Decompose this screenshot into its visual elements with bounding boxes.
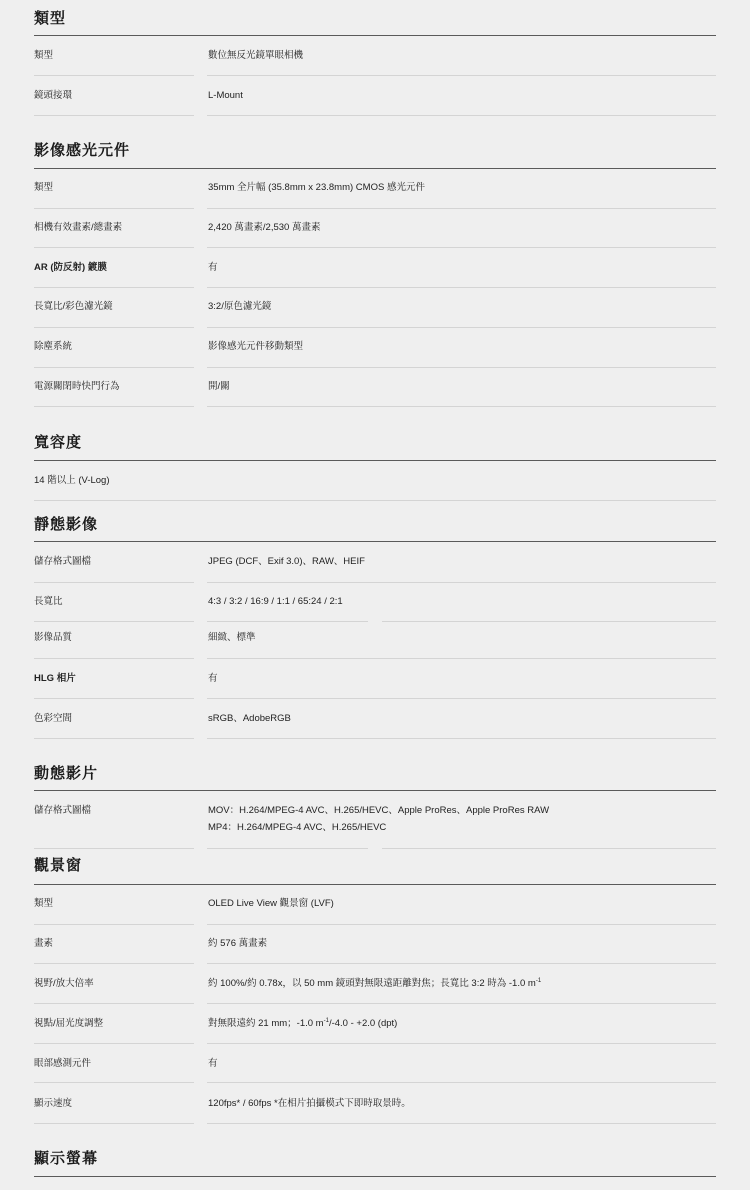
spec-label: 色彩空間 [34, 713, 73, 724]
spec-value: 開/關 [208, 381, 230, 392]
section-divider [34, 1176, 716, 1177]
spec-label: HLG 相片 [34, 673, 76, 684]
spec-value: L-Mount [208, 90, 243, 101]
row-divider [34, 1082, 194, 1083]
row-divider [34, 1043, 194, 1044]
row-divider [207, 621, 368, 622]
row-divider [207, 738, 716, 739]
spec-value: 3:2/原色濾光鏡 [208, 301, 272, 312]
row-divider [34, 1123, 194, 1124]
row-divider [207, 1003, 716, 1004]
spec-label: AR (防反射) 鍍膜 [34, 262, 107, 273]
row-divider [34, 848, 194, 849]
row-divider [382, 848, 716, 849]
spec-value: 120fps* / 60fps *在相片拍攝模式下即時取景時。 [208, 1098, 411, 1109]
section-divider [34, 541, 716, 542]
spec-label: 畫素 [34, 938, 54, 949]
spec-value-pre: 對無限遠約 21 mm；-1.0 m [208, 1018, 324, 1029]
spec-value: 細緻、標準 [208, 632, 256, 643]
row-divider [34, 658, 194, 659]
spec-value: sRGB、AdobeRGB [208, 713, 291, 724]
spec-value: 有 [208, 1058, 218, 1069]
spec-value-post: /-4.0 - +2.0 (dpt) [328, 1018, 398, 1029]
section-title-video: 動態影片 [34, 765, 99, 782]
spec-value: 影像感光元件移動類型 [208, 341, 304, 352]
spec-label: 長寬比 [34, 596, 63, 607]
row-divider [207, 848, 368, 849]
row-divider [34, 406, 194, 407]
row-divider [207, 406, 716, 407]
row-divider [207, 924, 716, 925]
superscript: -1 [535, 978, 542, 984]
spec-label: 視點/屈光度調整 [34, 1018, 104, 1029]
spec-label: 影像品質 [34, 632, 73, 643]
row-divider [34, 621, 194, 622]
spec-value-line2: MP4：H.264/MPEG-4 AVC、H.265/HEVC [208, 822, 387, 833]
row-divider [207, 115, 716, 116]
spec-value: 有 [208, 673, 218, 684]
spec-value: 35mm 全片幅 (35.8mm x 23.8mm) CMOS 感光元件 [208, 182, 425, 193]
section-divider [34, 884, 716, 885]
row-divider [34, 924, 194, 925]
spec-label: 儲存格式圖檔 [34, 805, 92, 816]
spec-label: 除塵系統 [34, 341, 73, 352]
spec-label: 長寬比/彩色濾光鏡 [34, 301, 113, 312]
row-divider [207, 963, 716, 964]
row-divider [34, 247, 194, 248]
spec-value: 約 576 萬畫素 [208, 938, 268, 949]
row-divider [207, 327, 716, 328]
section-divider [34, 168, 716, 169]
spec-value: 數位無反光鏡單眼相機 [208, 50, 304, 61]
spec-label: 相機有效畫素/總畫素 [34, 222, 123, 233]
row-divider [34, 738, 194, 739]
row-divider [207, 1123, 716, 1124]
section-title-still-image: 靜態影像 [34, 516, 99, 533]
spec-value: 2,420 萬畫素/2,530 萬畫素 [208, 222, 321, 233]
row-divider [34, 287, 194, 288]
spec-label: 視野/放大倍率 [34, 978, 94, 989]
row-divider [34, 500, 716, 501]
row-divider [34, 1003, 194, 1004]
row-divider [207, 208, 716, 209]
spec-value [208, 975, 541, 992]
spec-label: 類型 [34, 898, 54, 909]
row-divider [34, 698, 194, 699]
spec-value [208, 1015, 397, 1032]
spec-label: 類型 [34, 182, 54, 193]
row-divider [207, 658, 716, 659]
section-title-latitude: 寬容度 [34, 434, 83, 451]
row-divider [207, 1082, 716, 1083]
row-divider [34, 115, 194, 116]
section-divider [34, 790, 716, 791]
spec-value: OLED Live View 觀景窗 (LVF) [208, 898, 334, 909]
row-divider [34, 963, 194, 964]
latitude-text: 14 階以上 (V-Log) [34, 475, 110, 486]
spec-value-text: 約 100%/約 0.78x，以 50 mm 鏡頭對無限遠距離對焦；長寬比 3:2 時為 -1.0 m [208, 978, 536, 989]
row-divider [34, 327, 194, 328]
spec-label: 眼部感測元件 [34, 1058, 92, 1069]
spec-label: 儲存格式圖檔 [34, 556, 92, 567]
row-divider [207, 582, 716, 583]
section-title-viewfinder: 觀景窗 [34, 857, 83, 874]
section-title-monitor: 顯示螢幕 [34, 1150, 99, 1167]
row-divider [207, 698, 716, 699]
spec-label: 鏡頭接環 [34, 90, 73, 101]
row-divider [207, 367, 716, 368]
row-divider [34, 582, 194, 583]
row-divider [34, 367, 194, 368]
row-divider [382, 621, 716, 622]
section-title-sensor: 影像感光元件 [34, 142, 131, 159]
row-divider [34, 75, 194, 76]
row-divider [207, 1043, 716, 1044]
spec-value: 有 [208, 262, 218, 273]
row-divider [207, 75, 716, 76]
row-divider [207, 287, 716, 288]
spec-value: JPEG (DCF、Exif 3.0)、RAW、HEIF [208, 556, 365, 567]
spec-value: 4:3 / 3:2 / 16:9 / 1:1 / 65:24 / 2:1 [208, 596, 343, 607]
superscript: -1 [323, 1018, 329, 1024]
section-divider [34, 35, 716, 36]
spec-label: 類型 [34, 50, 54, 61]
spec-label: 顯示速度 [34, 1098, 73, 1109]
section-title-type: 類型 [34, 10, 67, 27]
row-divider [34, 208, 194, 209]
section-divider [34, 460, 716, 461]
spec-label: 電源關閉時快門行為 [34, 381, 120, 392]
spec-value-line1: MOV：H.264/MPEG-4 AVC、H.265/HEVC、Apple ProRes、Apple ProRes RAW [208, 805, 550, 816]
row-divider [207, 247, 716, 248]
